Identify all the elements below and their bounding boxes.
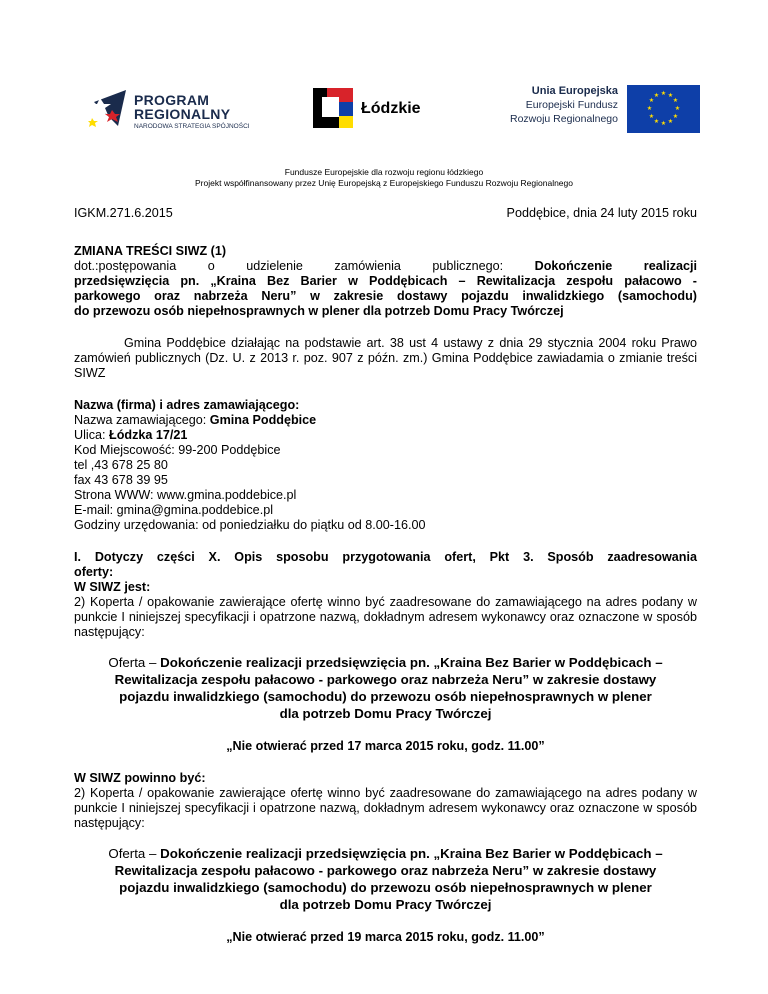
section-heading-line-2: oferty: <box>74 565 114 579</box>
funding-info <box>0 167 768 189</box>
svg-text:★: ★ <box>653 118 660 125</box>
funding-line-1: Fundusze Europejskie dla rozwoju regionu łódzkiego <box>284 167 484 177</box>
program-regionalny-logo <box>88 80 288 140</box>
svg-text:★: ★ <box>648 97 655 104</box>
eu-logo-text <box>510 84 618 126</box>
contact-www: Strona WWW: www.gmina.poddebice.pl <box>74 488 297 502</box>
program-regionalny-title <box>134 93 230 121</box>
program-regionalny-star-icon <box>88 84 132 132</box>
eu-logo <box>470 82 700 138</box>
should-text: 2) Koperta / opakowanie zawierające ofertę winno być zaadresowane do zamawiającego na adres podany w punkcie I niniejszej specyfikacji i opatrzone nazwą, dokładnym adresem wykonawcy oraz oznaczone w sposób następujący: <box>74 786 697 830</box>
is-heading: W SIWZ jest: <box>74 580 151 594</box>
svg-text:★: ★ <box>646 105 653 112</box>
contact-heading: Nazwa (firma) i adres zamawiającego: <box>74 398 300 412</box>
regionalny-line: REGIONALNY <box>134 106 231 122</box>
svg-text:★: ★ <box>660 120 667 127</box>
svg-text:★: ★ <box>674 105 681 112</box>
is-offer-block: Oferta – Dokończenie realizacji przedsięwzięcia pn. „Kraina Bez Barier w Poddębicach – Rewitalizacja zespołu pałacowo - parkowego oraz nabrzeża Neru” w zakresie dostawy pojazdu inwalidzkiego (samochodu) do przewozu osób niepełnosprawnych w plener dla potrzeb Domu Pracy Twórczej <box>108 655 663 721</box>
intro-paragraph: Gmina Poddębice działając na podstawie art. 38 ust 4 ustawy z dnia 29 stycznia 2004 roku Prawo zamówień publicznych (Dz. U. z 2013 r. poz. 907 z późn. zm.) Gmina Poddębice zawiadamia o zmianie treści SIWZ <box>74 336 697 380</box>
svg-text:★: ★ <box>667 92 674 99</box>
eu-line-1: Unia Europejska <box>531 85 618 97</box>
lodzkie-mark-icon <box>313 88 353 128</box>
document-date: Poddębice, dnia 24 luty 2015 roku <box>506 206 697 220</box>
svg-text:★: ★ <box>672 113 679 120</box>
program-regionalny-subtitle: NARODOWA STRATEGIA SPÓJNOŚCI <box>134 123 250 130</box>
section-heading-line-1: I. Dotyczy części X. Opis sposobu przygotowania ofert, Pkt 3. Sposób zaadresowania <box>74 550 697 564</box>
svg-text:★: ★ <box>648 113 655 120</box>
contact-postal: Kod Miejscowość: 99-200 Poddębice <box>74 443 281 457</box>
document-title: ZMIANA TREŚCI SIWZ (1) <box>74 244 227 258</box>
svg-text:★: ★ <box>667 118 674 125</box>
program-line: PROGRAM <box>134 92 210 108</box>
contact-hours: Godziny urzędowania: od poniedziałku do piątku od 8.00-16.00 <box>74 518 426 532</box>
svg-text:★: ★ <box>672 97 679 104</box>
ref-date-row <box>74 206 697 221</box>
subject-line-4: do przewozu osób niepełnosprawnych w plener dla potrzeb Domu Pracy Twórczej <box>74 304 564 318</box>
should-heading: W SIWZ powinno być: <box>74 771 206 785</box>
contact-tel: tel ,43 678 25 80 <box>74 458 168 472</box>
contact-block <box>74 398 697 533</box>
contact-street: Ulica: Łódzka 17/21 <box>74 428 188 442</box>
contact-name: Nazwa zamawiającego: Gmina Poddębice <box>74 413 317 427</box>
header-logos <box>80 80 700 140</box>
eu-line-3: Rozwoju Regionalnego <box>510 113 618 125</box>
contact-fax: fax 43 678 39 95 <box>74 473 168 487</box>
svg-text:★: ★ <box>660 90 667 97</box>
contact-email: E-mail: gmina@gmina.poddebice.pl <box>74 503 273 517</box>
should-offer-block: Oferta – Dokończenie realizacji przedsięwzięcia pn. „Kraina Bez Barier w Poddębicach – Rewitalizacja zespołu pałacowo - parkowego oraz nabrzeża Neru” w zakresie dostawy pojazdu inwalidzkiego (samochodu) do przewozu osób niepełnosprawnych w plener dla potrzeb Domu Pracy Twórczej <box>108 846 663 912</box>
eu-line-2: Europejski Fundusz <box>525 99 618 111</box>
should-deadline: „Nie otwierać przed 19 marca 2015 roku, godz. 11.00” <box>226 930 545 944</box>
svg-text:★: ★ <box>653 92 660 99</box>
subject-line-1: dot.:postępowania o udzielenie zamówienia publicznego: Dokończenie realizacji <box>74 259 698 273</box>
subject-line-3: parkowego oraz nabrzeża Neru” w zakresie dostawy pojazdu inwalidzkiego (samochodu) <box>74 289 697 303</box>
document-body <box>74 206 697 945</box>
lodzkie-logo <box>313 88 443 134</box>
funding-line-2: Projekt współfinansowany przez Unię Europejską z Europejskiego Funduszu Rozwoju Regionalnego <box>195 178 573 188</box>
subject-line-2: przedsięwzięcia pn. „Kraina Bez Barier w Poddębicach – Rewitalizacja zespołu pałacowo - <box>74 274 697 288</box>
is-deadline: „Nie otwierać przed 17 marca 2015 roku, godz. 11.00” <box>226 739 545 753</box>
is-text: 2) Koperta / opakowanie zawierające ofertę winno być zaadresowane do zamawiającego na adres podany w punkcie I niniejszej specyfikacji i opatrzone nazwą, dokładnym adresem wykonawcy oraz oznaczone w sposób następujący: <box>74 595 697 639</box>
eu-flag-icon <box>627 85 700 133</box>
reference-number: IGKM.271.6.2015 <box>74 206 173 220</box>
lodzkie-text: Łódzkie <box>361 100 421 117</box>
